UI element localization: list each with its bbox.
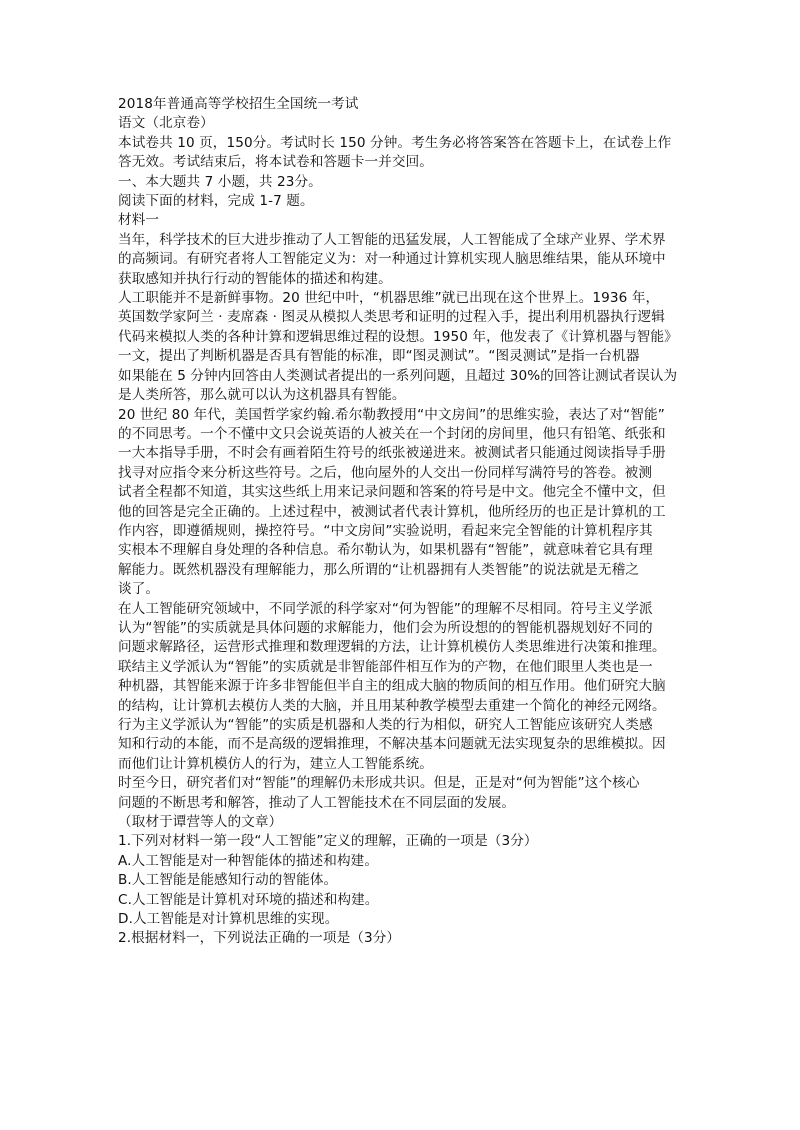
text-line: 试者全程都不知道，其实这些纸上用来记录问题和答案的符号是中文。他完全不懂中文，但	[118, 484, 666, 501]
text-line: 问题的不断思考和解答，推动了人工智能技术在不同层面的发展。	[118, 794, 516, 811]
text-line: 一、本大题共 7 小题，共 23分。	[118, 173, 322, 190]
text-line: 问题求解路径，运营形式推理和数理逻辑的方法，让计算机模仿人类思维进行决策和推理。	[118, 639, 666, 656]
text-line: 认为“智能”的实质就是具体问题的求解能力，他们会为所设想的的智能机器规划好不同的	[118, 619, 653, 636]
text-line: 本试卷共 10 页，150分。考试时长 150 分钟。考生务必将答案答在答题卡上，在试卷上作	[118, 134, 672, 151]
text-line: 2.根据材料一，下列说法正确的一项是（3分）	[118, 930, 401, 947]
text-line: 实根本不理解自身处理的各种信息。希尔勒认为，如果机器有“智能”，就意味着它具有理	[118, 542, 653, 559]
text-line: 英国数学家阿兰 · 麦席森 · 图灵从模拟人类思考和证明的过程入手，提出利用机器执行逻辑	[118, 309, 665, 326]
text-line: 的高频词。有研究者将人工智能定义为：对一种通过计算机实现人脑思维结果，能从环境中	[118, 251, 666, 268]
text-line: 材料一	[118, 212, 160, 229]
text-line: 行为主义学派认为“智能”的实质是机器和人类的行为相似，研究人工智能应该研究人类感	[118, 717, 653, 733]
text-line: 20 世纪 80 年代，美国哲学家约翰.希尔勒教授用“中文房间”的思维实验，表达了对“智能”	[118, 406, 665, 423]
text-line: 种机器，其智能来源于许多非智能但半自主的组成大脑的物质间的相互作用。他们研究大脑	[118, 678, 666, 695]
text-line: 阅读下面的材料，完成 1-7 题。	[118, 193, 314, 210]
text-line: 一大本指导手册，不时会有画着陌生符号的纸张被递进来。被测试者只能通过阅读指导手册	[118, 445, 666, 462]
text-line: 获取感知并执行行动的智能体的描述和构建。	[118, 270, 392, 287]
text-line: B.人工智能是能感知行动的智能体。	[118, 872, 338, 889]
text-line: 联结主义学派认为“智能”的实质就是非智能部件相互作为的产物，在他们眼里人类也是一	[118, 658, 653, 675]
text-line: 的不同思考。一个不懂中文只会说英语的人被关在一个封闭的房间里，他只有铅笔、纸张和	[118, 425, 666, 442]
text-line: 作内容，即遵循规则，操控符号。“中文房间”实验说明，看起来完全智能的计算机程序其	[118, 522, 653, 539]
text-line: 谈了。	[118, 581, 160, 598]
text-line: 1.下列对材料一第一段“人工智能”定义的理解，正确的一项是（3分）	[118, 833, 538, 850]
text-line: D.人工智能是对计算机思维的实现。	[118, 911, 339, 928]
text-line: 2018年普通高等学校招生全国统一考试	[118, 96, 359, 112]
text-line: 如果能在 5 分钟内回答由人类测试者提出的一系列问题，且超过 30%的回答让测试者误认为	[118, 367, 678, 384]
text-line: 语文（北京卷）	[118, 115, 214, 132]
text-line: 答无效。考试结束后，将本试卷和答题卡一并交回。	[118, 154, 433, 171]
text-line: 知和行动的本能，而不是高级的逻辑推理，不解决基本问题就无法实现复杂的思维模拟。因	[118, 736, 666, 753]
text-line: 找寻对应指令来分析这些符号。之后，他向屋外的人交出一份同样写满符号的答卷。被测	[118, 464, 653, 481]
text-line: 他的回答是完全正确的。上述过程中，被测试者代表计算机，他所经历的也正是计算机的工	[118, 503, 666, 520]
text-line: C.人工智能是计算机对环境的描述和构建。	[118, 891, 379, 908]
text-line: 是人类所答，那么就可以认为这机器具有智能。	[118, 387, 406, 404]
text-line: 代码来模拟人类的各种计算和逻辑思维过程的设想。1950 年，他发表了《计算机器与智能》	[118, 328, 678, 345]
exam-page	[118, 95, 688, 949]
text-line: 的结构，让计算机去模仿人类的大脑，并且用某种教学模型去重建一个简化的神经元网络。	[118, 697, 666, 714]
text-line: A.人工智能是对一种智能体的描述和构建。	[118, 852, 379, 869]
text-line: 时至今日，研究者们对“智能”的理解仍未形成共识。但是，正是对“何为智能”这个核心	[118, 775, 640, 792]
text-line: 人工职能并不是新鲜事物。20 世纪中叶，“机器思维”就已出现在这个世界上。1936 年，	[118, 290, 660, 307]
text-line: 在人工智能研究领域中，不同学派的科学家对“何为智能”的理解不尽相同。符号主义学派	[118, 600, 653, 617]
text-line: 当年，科学技术的巨大进步推动了人工智能的迅猛发展，人工智能成了全球产业界、学术界	[118, 231, 666, 248]
text-line: 解能力。既然机器没有理解能力，那么所谓的“让机器拥有人类智能”的说法就是无稽之	[118, 561, 639, 578]
text-line: 一文，提出了判断机器是否具有智能的标准，即“图灵测试”。“图灵测试”是指一台机器	[118, 348, 640, 365]
text-line: 而他们让计算机模仿人的行为，建立人工智能系统。	[118, 755, 433, 772]
text-line: （取材于谭营等人的文章）	[118, 814, 283, 831]
